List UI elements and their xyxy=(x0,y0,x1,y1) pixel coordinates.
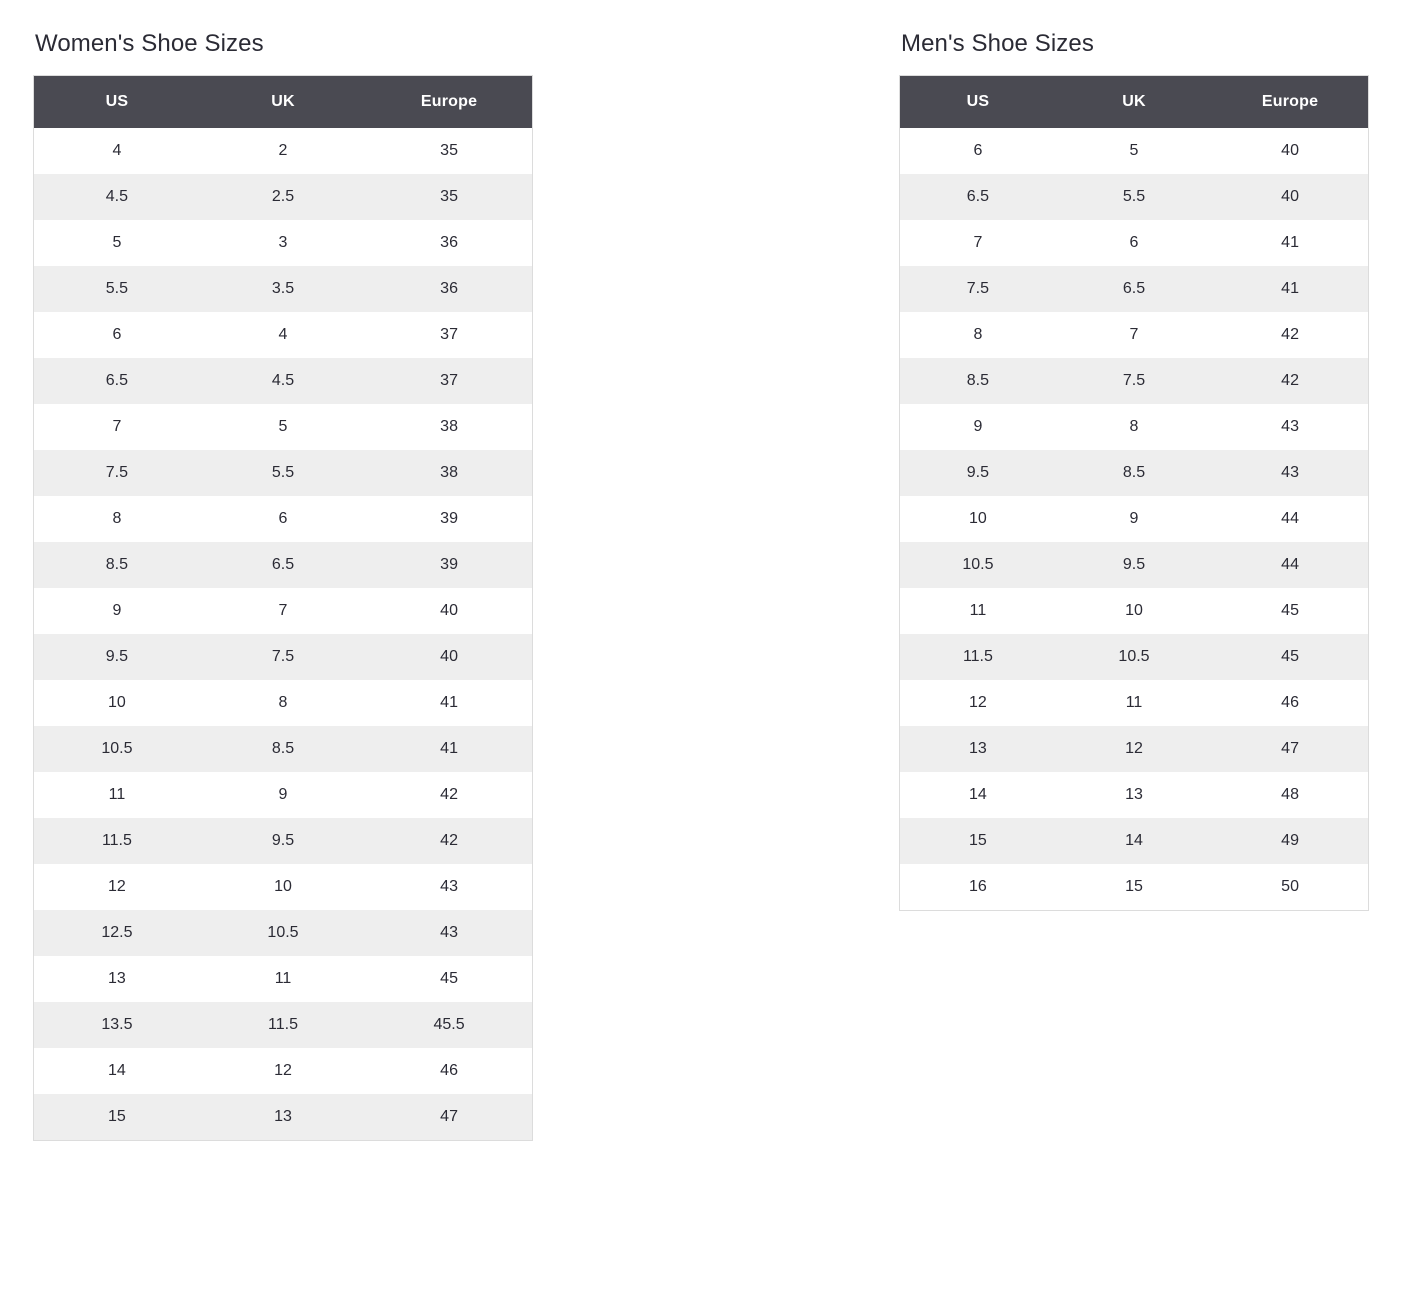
cell-us: 8 xyxy=(112,509,122,527)
cell-us: 11.5 xyxy=(962,647,993,665)
cell-us: 8 xyxy=(973,325,983,343)
cell-uk: 5 xyxy=(1129,141,1139,159)
cell-us: 11 xyxy=(969,601,987,619)
cell-europe: 45.5 xyxy=(433,1015,465,1033)
cell-us: 12 xyxy=(969,693,987,711)
womens-size-table xyxy=(33,75,533,1141)
cell-uk: 4.5 xyxy=(271,371,295,389)
cell-europe: 36 xyxy=(440,279,458,297)
cell-europe: 38 xyxy=(440,417,458,435)
cell-europe: 35 xyxy=(440,141,458,159)
table-row xyxy=(900,266,1369,312)
mens-size-table xyxy=(899,75,1369,911)
cell-europe: 40 xyxy=(1281,187,1299,205)
table-header-row xyxy=(900,75,1369,128)
cell-uk: 3.5 xyxy=(271,279,295,297)
cell-uk: 5.5 xyxy=(271,463,295,481)
cell-uk: 9.5 xyxy=(271,831,295,849)
cell-us: 15 xyxy=(108,1107,126,1125)
cell-europe: 47 xyxy=(1281,739,1299,757)
table-row xyxy=(900,450,1369,496)
cell-us: 7.5 xyxy=(966,279,990,297)
table-row xyxy=(34,588,533,634)
table-row xyxy=(34,864,533,910)
cell-uk: 3 xyxy=(278,233,288,251)
cell-europe: 40 xyxy=(1281,141,1299,159)
cell-uk: 11.5 xyxy=(268,1015,298,1033)
column-header-us: US xyxy=(900,75,1056,128)
cell-europe: 42 xyxy=(440,831,458,849)
cell-uk: 2 xyxy=(278,141,288,159)
cell-us: 7.5 xyxy=(105,463,129,481)
cell-europe: 45 xyxy=(1281,601,1299,619)
table-row xyxy=(900,312,1369,358)
table-row xyxy=(34,680,533,726)
table-row xyxy=(34,496,533,542)
table-row xyxy=(900,128,1369,174)
cell-us: 12.5 xyxy=(101,923,133,941)
cell-europe: 45 xyxy=(440,969,458,987)
column-header-uk: UK xyxy=(200,75,366,128)
cell-europe: 48 xyxy=(1281,785,1299,803)
cell-uk: 6 xyxy=(1129,233,1139,251)
cell-europe: 40 xyxy=(440,647,458,665)
cell-uk: 12 xyxy=(1125,739,1143,757)
cell-europe: 39 xyxy=(440,509,458,527)
cell-us: 12 xyxy=(108,877,126,895)
table-row xyxy=(34,910,533,956)
cell-us: 16 xyxy=(969,877,987,895)
table-row xyxy=(900,542,1369,588)
table-row xyxy=(34,312,533,358)
cell-uk: 14 xyxy=(1125,831,1143,849)
table-row xyxy=(34,404,533,450)
column-header-europe: Europe xyxy=(366,75,532,128)
cell-us: 11.5 xyxy=(101,831,132,849)
table-row xyxy=(900,220,1369,266)
cell-europe: 36 xyxy=(440,233,458,251)
cell-uk: 10 xyxy=(274,877,292,895)
cell-europe: 35 xyxy=(440,187,458,205)
cell-uk: 6 xyxy=(278,509,288,527)
table-row xyxy=(900,864,1369,911)
cell-us: 13 xyxy=(969,739,987,757)
cell-europe: 43 xyxy=(440,923,458,941)
womens-table-body xyxy=(34,128,533,1141)
table-row xyxy=(34,220,533,266)
cell-us: 5.5 xyxy=(105,279,129,297)
cell-us: 11 xyxy=(108,785,126,803)
cell-uk: 7 xyxy=(278,601,288,619)
womens-chart-title: Women's Shoe Sizes xyxy=(35,30,264,57)
cell-europe: 42 xyxy=(440,785,458,803)
column-header-europe: Europe xyxy=(1212,75,1368,128)
cell-uk: 7 xyxy=(1129,325,1139,343)
table-header-row xyxy=(34,75,533,128)
cell-uk: 4 xyxy=(278,325,288,343)
cell-europe: 50 xyxy=(1281,877,1299,895)
cell-us: 10.5 xyxy=(962,555,994,573)
table-row xyxy=(900,358,1369,404)
cell-uk: 11 xyxy=(1125,693,1143,711)
mens-size-chart-panel xyxy=(899,30,1369,911)
cell-us: 14 xyxy=(969,785,987,803)
cell-europe: 39 xyxy=(440,555,458,573)
table-row xyxy=(34,1048,533,1094)
cell-uk: 2.5 xyxy=(271,187,295,205)
cell-us: 10 xyxy=(969,509,987,527)
cell-uk: 9.5 xyxy=(1122,555,1146,573)
cell-europe: 37 xyxy=(440,371,458,389)
cell-us: 9.5 xyxy=(105,647,129,665)
cell-us: 4 xyxy=(112,141,122,159)
cell-uk: 10.5 xyxy=(1118,647,1150,665)
table-row xyxy=(34,450,533,496)
cell-europe: 40 xyxy=(440,601,458,619)
cell-europe: 46 xyxy=(440,1061,458,1079)
table-row xyxy=(34,542,533,588)
table-row xyxy=(34,726,533,772)
cell-europe: 46 xyxy=(1281,693,1299,711)
cell-us: 6.5 xyxy=(105,371,129,389)
cell-us: 9 xyxy=(973,417,983,435)
table-row xyxy=(34,634,533,680)
cell-uk: 12 xyxy=(274,1061,292,1079)
cell-uk: 7.5 xyxy=(1122,371,1146,389)
cell-us: 8.5 xyxy=(105,555,129,573)
cell-uk: 13 xyxy=(1125,785,1143,803)
cell-europe: 41 xyxy=(440,739,458,757)
cell-uk: 5.5 xyxy=(1122,187,1146,205)
table-row xyxy=(900,588,1369,634)
cell-us: 13.5 xyxy=(101,1015,133,1033)
table-row xyxy=(900,726,1369,772)
mens-table-head xyxy=(900,75,1369,128)
table-row xyxy=(34,266,533,312)
table-row xyxy=(34,1094,533,1141)
cell-us: 9.5 xyxy=(966,463,990,481)
cell-us: 9 xyxy=(112,601,122,619)
table-row xyxy=(900,772,1369,818)
table-row xyxy=(34,956,533,1002)
cell-europe: 45 xyxy=(1281,647,1299,665)
cell-europe: 41 xyxy=(1281,233,1299,251)
table-row xyxy=(900,404,1369,450)
cell-us: 4.5 xyxy=(105,187,129,205)
cell-uk: 7.5 xyxy=(271,647,295,665)
cell-europe: 47 xyxy=(440,1107,458,1125)
cell-uk: 8 xyxy=(278,693,288,711)
cell-uk: 5 xyxy=(278,417,288,435)
cell-us: 8.5 xyxy=(966,371,990,389)
cell-us: 7 xyxy=(973,233,983,251)
cell-uk: 8 xyxy=(1129,417,1139,435)
cell-europe: 44 xyxy=(1281,555,1299,573)
cell-uk: 11 xyxy=(274,969,292,987)
cell-europe: 43 xyxy=(440,877,458,895)
cell-uk: 10.5 xyxy=(267,923,299,941)
cell-us: 10 xyxy=(108,693,126,711)
cell-europe: 42 xyxy=(1281,325,1299,343)
cell-us: 7 xyxy=(112,417,122,435)
table-row xyxy=(900,680,1369,726)
table-row xyxy=(34,128,533,174)
womens-table-head xyxy=(34,75,533,128)
column-header-us: US xyxy=(34,75,200,128)
cell-europe: 41 xyxy=(1281,279,1299,297)
cell-uk: 15 xyxy=(1125,877,1143,895)
table-row xyxy=(900,634,1369,680)
cell-us: 15 xyxy=(969,831,987,849)
cell-europe: 38 xyxy=(440,463,458,481)
womens-size-chart-panel xyxy=(33,30,533,1141)
cell-uk: 9 xyxy=(278,785,288,803)
cell-europe: 43 xyxy=(1281,417,1299,435)
cell-europe: 37 xyxy=(440,325,458,343)
cell-us: 5 xyxy=(112,233,122,251)
cell-us: 6 xyxy=(973,141,983,159)
cell-us: 14 xyxy=(108,1061,126,1079)
table-row xyxy=(900,818,1369,864)
cell-us: 6 xyxy=(112,325,122,343)
mens-chart-title: Men's Shoe Sizes xyxy=(901,30,1094,57)
cell-us: 13 xyxy=(108,969,126,987)
cell-europe: 41 xyxy=(440,693,458,711)
cell-europe: 44 xyxy=(1281,509,1299,527)
cell-us: 10.5 xyxy=(101,739,133,757)
table-row xyxy=(34,818,533,864)
table-row xyxy=(900,496,1369,542)
table-row xyxy=(34,358,533,404)
table-row xyxy=(34,174,533,220)
cell-uk: 6.5 xyxy=(271,555,295,573)
cell-europe: 42 xyxy=(1281,371,1299,389)
cell-europe: 43 xyxy=(1281,463,1299,481)
cell-uk: 13 xyxy=(274,1107,292,1125)
cell-uk: 9 xyxy=(1129,509,1139,527)
cell-uk: 8.5 xyxy=(1122,463,1146,481)
cell-europe: 49 xyxy=(1281,831,1299,849)
column-header-uk: UK xyxy=(1056,75,1212,128)
table-row xyxy=(34,772,533,818)
cell-uk: 8.5 xyxy=(271,739,295,757)
table-row xyxy=(34,1002,533,1048)
cell-us: 6.5 xyxy=(966,187,990,205)
cell-uk: 6.5 xyxy=(1122,279,1146,297)
table-row xyxy=(900,174,1369,220)
cell-uk: 10 xyxy=(1125,601,1143,619)
mens-table-body xyxy=(900,128,1369,911)
